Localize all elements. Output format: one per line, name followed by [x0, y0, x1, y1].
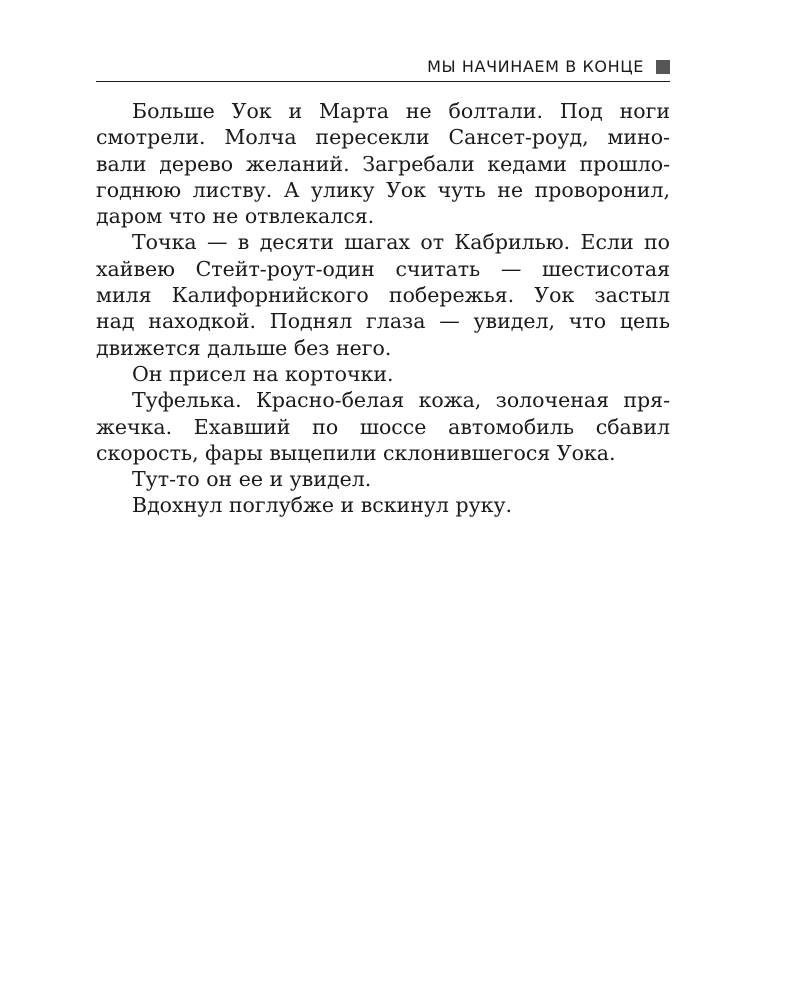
- running-title: МЫ НАЧИНАЕМ В КОНЦЕ: [427, 57, 644, 76]
- text-line: скорость, фары выцепили склонившегося Уока.: [96, 440, 616, 465]
- text-line: Он присел на корточки.: [132, 361, 394, 386]
- paragraph: [96, 98, 670, 229]
- text-line: жечка. Ехавший по шоссе автомобиль сбавил: [96, 414, 670, 439]
- text-line: миля Калифорнийского побережья. Уок застыл: [96, 283, 670, 308]
- text-body: [96, 98, 670, 519]
- book-page: [96, 52, 670, 519]
- text-line: Больше Уок и Марта не болтали. Под ноги: [132, 99, 670, 123]
- text-line: Вдохнул поглубже и вскинул руку.: [132, 493, 513, 518]
- square-ornament-icon: [656, 60, 670, 74]
- text-line: Тут-то он ее и увидел.: [132, 467, 372, 492]
- text-line: годнюю листву. А улику Уок чуть не проворонил,: [96, 177, 670, 202]
- paragraph: [96, 466, 670, 492]
- text-line: Туфелька. Красно-белая кожа, золоченая пря-: [132, 388, 670, 413]
- running-head: [96, 52, 670, 82]
- text-line: смотрели. Молча пересекли Сансет-роуд, мино-: [96, 125, 670, 150]
- paragraph: [96, 387, 670, 466]
- paragraph: [96, 492, 670, 518]
- text-line: хайвею Стейт-роут-один считать — шестисотая: [96, 256, 670, 281]
- text-line: даром что не отвлекался.: [96, 204, 375, 229]
- text-line: движется дальше без него.: [96, 335, 392, 360]
- text-line: вали дерево желаний. Загребали кедами прошло-: [96, 151, 670, 176]
- paragraph: [96, 361, 670, 387]
- paragraph: [96, 229, 670, 360]
- text-line: над находкой. Поднял глаза — увидел, что цепь: [96, 309, 670, 334]
- text-line: Точка — в десяти шагах от Кабрилью. Если по: [132, 230, 670, 255]
